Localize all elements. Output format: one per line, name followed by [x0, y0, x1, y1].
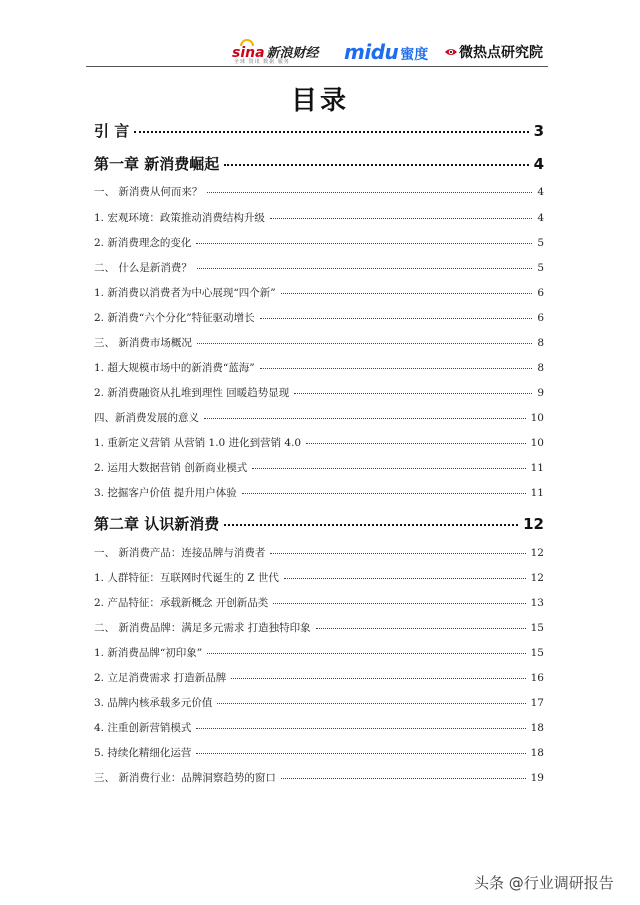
toc-entry-page: 4 [537, 186, 544, 198]
toc-entry-text: 4. 注重创新营销模式 [94, 722, 192, 734]
toc-entry[interactable] [94, 120, 544, 141]
toc-entry[interactable] [94, 335, 544, 350]
toc-entry[interactable] [94, 695, 544, 710]
toc-leader-dots [273, 602, 525, 604]
toc-entry[interactable] [94, 210, 544, 225]
toc-entry-page: 6 [537, 287, 544, 299]
toc-entry[interactable] [94, 235, 544, 250]
toc-entry[interactable] [94, 570, 544, 585]
toc-entry-page: 8 [537, 362, 544, 374]
toc-leader-dots [260, 367, 533, 369]
toc-leader-dots [207, 652, 526, 654]
toc-entry[interactable] [94, 745, 544, 760]
toc-entry[interactable] [94, 360, 544, 375]
toc-leader-dots [281, 292, 533, 294]
toc-entry-page: 11 [530, 487, 544, 499]
toc-entry-page: 6 [537, 312, 544, 324]
toc-leader-dots [284, 577, 526, 579]
toc-entry[interactable] [94, 595, 544, 610]
toc-leader-dots [204, 417, 526, 419]
toc-entry-text: 5. 持续化精细化运营 [94, 747, 192, 759]
toc-entry-page: 15 [530, 622, 544, 634]
toc-entry[interactable] [94, 285, 544, 300]
toc-entry-text: 引 言 [94, 122, 130, 140]
toc-entry-text: 第二章 认识新消费 [94, 515, 220, 533]
toc-entry-page: 12 [523, 515, 544, 533]
toc-entry-page: 19 [530, 772, 544, 784]
toc-entry-text: 三、 新消费市场概况 [94, 337, 192, 349]
toc-entry[interactable] [94, 460, 544, 475]
toc-leader-dots [281, 777, 526, 779]
toc-entry-page: 4 [537, 212, 544, 224]
toc-entry-page: 5 [537, 262, 544, 274]
toc-title: 目录 [290, 86, 349, 116]
toc-entry-page: 12 [530, 547, 544, 559]
toc-entry-page: 4 [533, 155, 544, 173]
toc-entry-page: 15 [530, 647, 544, 659]
toc-entry-text: 1. 宏观环境：政策推动消费结构升级 [94, 212, 265, 224]
toc-leader-dots [224, 163, 528, 166]
toc-entry-text: 3. 挖掘客户价值 提升用户体验 [94, 487, 237, 499]
toc-entry-text: 一、 新消费从何而来？ [94, 186, 203, 198]
toc-entry-text: 1. 人群特征：互联网时代诞生的 Z 世代 [94, 572, 279, 584]
toc-leader-dots [207, 191, 532, 193]
toc-entry-text: 2. 新消费融资从扎堆到理性 回暖趋势显现 [94, 387, 290, 399]
midu-logo-name: 蜜度 [400, 47, 429, 63]
toc-leader-dots [270, 552, 525, 554]
toc-entry-text: 2. 新消费理念的变化 [94, 237, 192, 249]
toc-entry-text: 2. 立足消费需求 打造新品牌 [94, 672, 227, 684]
toc-entry-text: 二、 什么是新消费？ [94, 262, 192, 274]
toc-leader-dots [197, 267, 532, 269]
toc-entry-page: 18 [530, 747, 544, 759]
toc-entry[interactable] [94, 620, 544, 635]
sina-logo-mark: sina [232, 45, 265, 61]
toc-leader-dots [270, 217, 532, 219]
toc-entry-page: 11 [530, 462, 544, 474]
toc-entry-page: 9 [537, 387, 544, 399]
toc-entry-text: 2. 运用大数据营销 创新商业模式 [94, 462, 248, 474]
toc-entry[interactable] [94, 770, 544, 785]
toc-entry-text: 四、新消费发展的意义 [94, 412, 199, 424]
weiredian-logo-name: 微热点研究院 [459, 45, 543, 61]
toc-entry-text: 2. 产品特征：承载新概念 开创新品类 [94, 597, 269, 609]
toc-leader-dots [316, 627, 526, 629]
toc-leader-dots [252, 467, 525, 469]
toc-entry-page: 17 [530, 697, 544, 709]
midu-logo-mark: midu [344, 40, 399, 64]
sina-logo-name: 新浪财经 [266, 46, 319, 61]
source-watermark: 头条 @行业调研报告 [474, 874, 614, 892]
toc-entry[interactable] [94, 153, 544, 174]
toc-entry[interactable] [94, 435, 544, 450]
toc-entry-text: 1. 新消费以消费者为中心展现“四个新” [94, 287, 276, 299]
toc-entry[interactable] [94, 260, 544, 275]
toc-entry-text: 第一章 新消费崛起 [94, 155, 220, 173]
toc-leader-dots [217, 702, 525, 704]
toc-entry[interactable] [94, 513, 544, 534]
toc-entry-page: 5 [537, 237, 544, 249]
toc-entry-text: 3. 品牌内核承载多元价值 [94, 697, 213, 709]
toc-entry[interactable] [94, 645, 544, 660]
toc-leader-dots [197, 342, 532, 344]
toc-entry-text: 二、 新消费品牌：满足多元需求 打造独特印象 [94, 622, 311, 634]
toc-leader-dots [231, 677, 525, 679]
toc-entry-text: 三、 新消费行业：品牌洞察趋势的窗口 [94, 772, 276, 784]
toc-leader-dots [134, 130, 528, 133]
toc-entry-text: 1. 重新定义营销 从营销 1.0 进化到营销 4.0 [94, 437, 302, 449]
toc-entry-page: 16 [530, 672, 544, 684]
toc-entry-text: 1. 超大规模市场中的新消费“蓝海” [94, 362, 255, 374]
sina-logo-tagline: 全球 资讯 数据 服务 [234, 59, 290, 65]
toc-entry-page: 18 [530, 722, 544, 734]
toc-leader-dots [294, 392, 532, 394]
toc-entry[interactable] [94, 184, 544, 199]
toc-entry[interactable] [94, 485, 544, 500]
toc-leader-dots [306, 442, 526, 444]
toc-entry-page: 10 [530, 412, 544, 424]
toc-leader-dots [242, 492, 526, 494]
toc-entry-page: 13 [530, 597, 544, 609]
toc-leader-dots [196, 727, 525, 729]
toc-entry[interactable] [94, 310, 544, 325]
toc-leader-dots [196, 242, 532, 244]
toc-entry-page: 3 [533, 122, 544, 140]
toc-leader-dots [260, 317, 533, 319]
toc-entry[interactable] [94, 545, 544, 560]
toc-entry-text: 一、 新消费产品：连接品牌与消费者 [94, 547, 266, 559]
toc-leader-dots [224, 523, 518, 526]
toc-entry-page: 10 [530, 437, 544, 449]
toc-entry-page: 12 [530, 572, 544, 584]
toc-leader-dots [196, 752, 525, 754]
toc-entry[interactable] [94, 720, 544, 735]
toc-entry-page: 8 [537, 337, 544, 349]
toc-entry[interactable] [94, 670, 544, 685]
toc-entry[interactable] [94, 385, 544, 400]
toc-entry-text: 1. 新消费品牌“初印象” [94, 647, 203, 659]
toc-entry-text: 2. 新消费“六个分化”特征驱动增长 [94, 312, 255, 324]
toc-entry[interactable] [94, 410, 544, 425]
